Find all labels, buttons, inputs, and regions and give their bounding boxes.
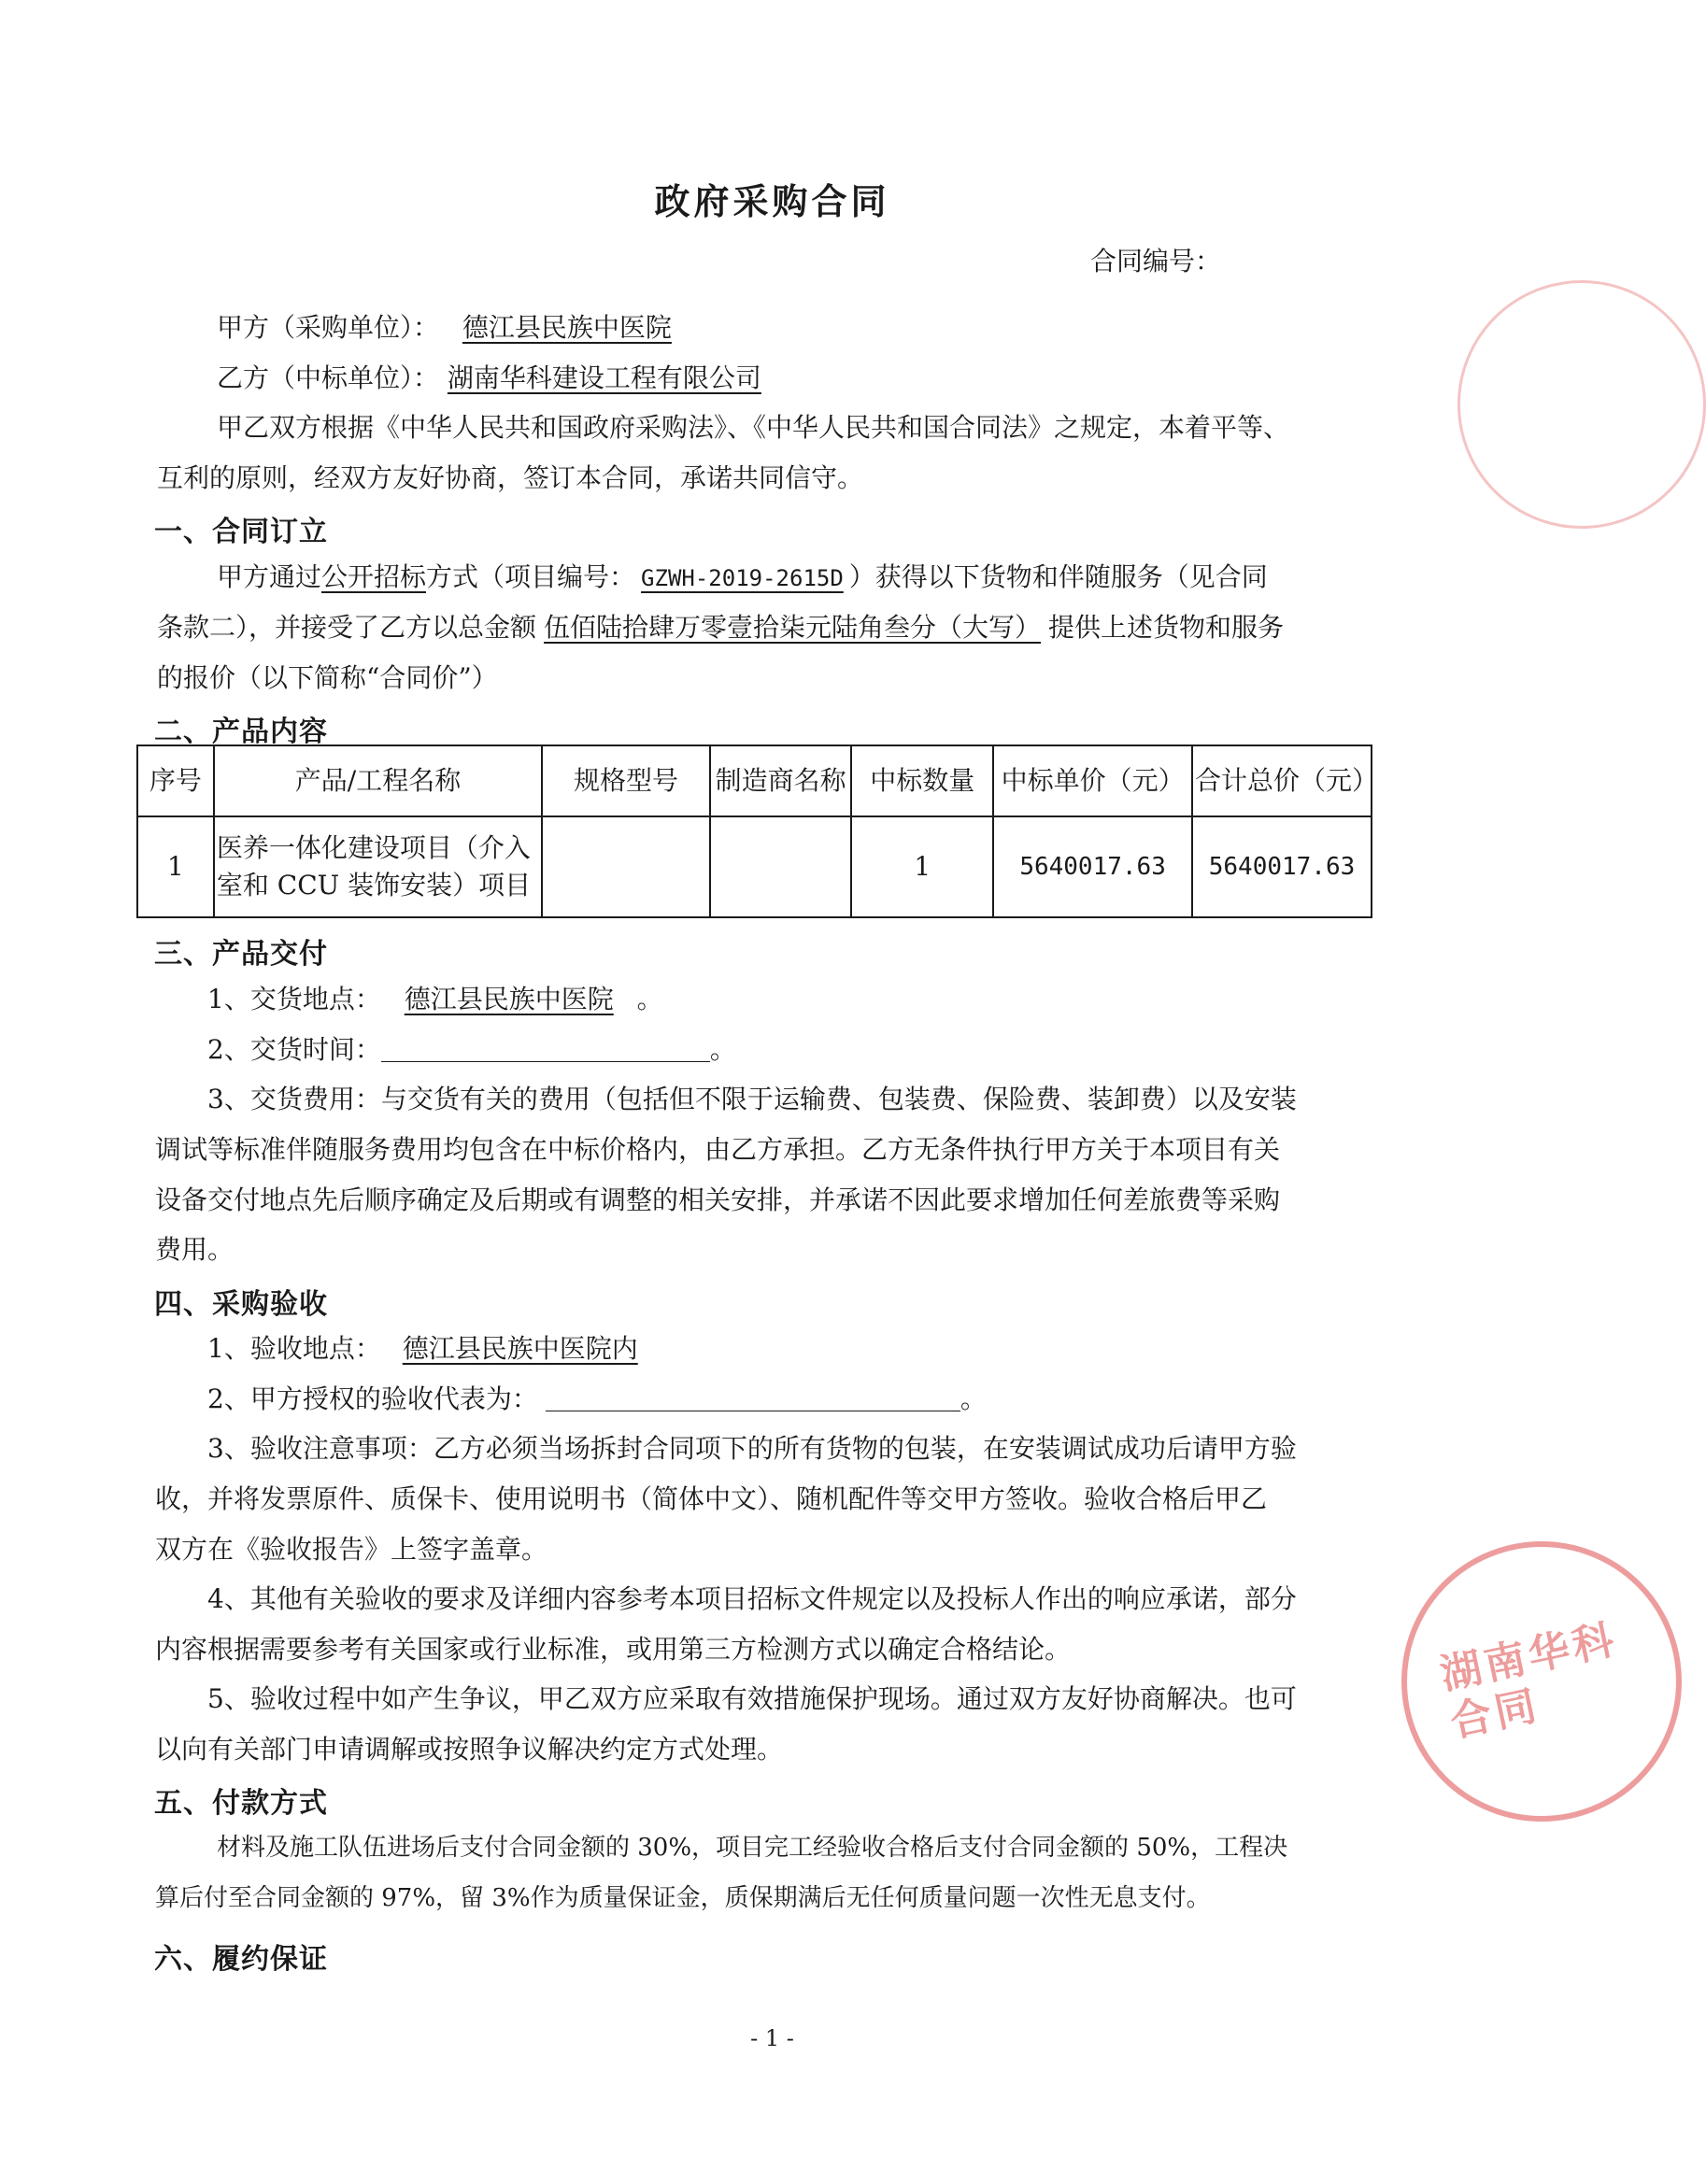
delivery-location-value: 德江县民族中医院 bbox=[404, 984, 614, 1014]
page-title: 政府采购合同 bbox=[654, 180, 890, 222]
section-1-paragraph-line-3: 的报价（以下简称“合同价”） bbox=[157, 662, 498, 693]
section-4-heading: 四、采购验收 bbox=[154, 1288, 328, 1321]
section-1-paragraph-line-1 bbox=[217, 559, 1268, 597]
table-row bbox=[137, 816, 1372, 917]
party-b bbox=[217, 360, 776, 397]
delivery-cost-line-4: 费用。 bbox=[155, 1234, 235, 1265]
table-header-cell: 规格型号 bbox=[542, 745, 710, 816]
project-number: GZWH-2019-2615D bbox=[641, 565, 844, 591]
unit-price-cell: 5640017.63 bbox=[993, 816, 1192, 917]
acceptance-location bbox=[207, 1330, 677, 1368]
page-number: - 1 - bbox=[750, 2025, 794, 2051]
payment-line-2: 算后付至合同金额的 97%，留 3%作为质量保证金，质保期满后无任何质量问题一次性无息支付。 bbox=[155, 1884, 1211, 1912]
section-3-heading: 三、产品交付 bbox=[154, 938, 328, 971]
acceptance-representative-label: 2、甲方授权的验收代表为： bbox=[207, 1383, 538, 1414]
party-b-value: 湖南华科建设工程有限公司 bbox=[447, 362, 761, 393]
text: ）获得以下货物和伴随服务（见合同 bbox=[848, 561, 1268, 592]
acceptance-notes-line-1: 3、验收注意事项：乙方必须当场拆封合同项下的所有货物的包装，在安装调试成功后请甲方验 bbox=[207, 1433, 1297, 1464]
delivery-cost-line-3: 设备交付地点先后顺序确定及后期或有调整的相关安排，并承诺不因此要求增加任何差旅费等采购 bbox=[155, 1184, 1281, 1215]
table-header-cell: 合计总价（元） bbox=[1192, 745, 1372, 816]
delivery-time-blank bbox=[381, 1037, 710, 1062]
section-5-heading: 五、付款方式 bbox=[154, 1787, 328, 1820]
text: 甲方通过 bbox=[217, 561, 322, 592]
company-seal-icon bbox=[1401, 1541, 1682, 1822]
acceptance-notes-line-3: 双方在《验收报告》上签字盖章。 bbox=[155, 1534, 548, 1565]
acceptance-other-line-2: 内容根据需要参考有关国家或行业标准，或用第三方检测方式以确定合格结论。 bbox=[155, 1634, 1072, 1665]
text: 方式（项目编号： bbox=[426, 561, 636, 592]
acceptance-representative-blank bbox=[546, 1386, 960, 1411]
hospital-seal-icon bbox=[1457, 280, 1706, 529]
product-name bbox=[214, 816, 542, 917]
party-b-label: 乙方（中标单位）： bbox=[217, 362, 440, 393]
contract-amount: 伍佰陆拾肆万零壹拾柒元陆角叁分（大写） bbox=[544, 612, 1042, 643]
text: 条款二），并接受了乙方以总金额 bbox=[157, 612, 537, 643]
text: 提供上述货物和服务 bbox=[1048, 612, 1285, 643]
text: 。 bbox=[636, 984, 663, 1014]
procurement-method: 公开招标 bbox=[321, 561, 427, 592]
intro-line-2: 互利的原则，经双方友好协商，签订本合同，承诺共同信守。 bbox=[157, 462, 864, 493]
acceptance-dispute-line-1: 5、验收过程中如产生争议，甲乙双方应采取有效措施保护现场。通过双方友好协商解决。也可 bbox=[207, 1683, 1297, 1714]
party-a-value: 德江县民族中医院 bbox=[462, 312, 672, 343]
payment-line-1: 材料及施工队伍进场后支付合同金额的 30%，项目完工经验收合格后支付合同金额的 50%，工程决 bbox=[217, 1834, 1288, 1862]
party-a bbox=[217, 309, 704, 347]
contract-number-label: 合同编号： bbox=[1090, 246, 1222, 277]
acceptance-notes-line-2: 收，并将发票原件、质保卡、使用说明书（简体中文）、随机配件等交甲方签收。验收合格后甲乙 bbox=[155, 1483, 1268, 1514]
intro-line-1: 甲乙双方根据《中华人民共和国政府采购法》、《中华人民共和国合同法》之规定，本着平等、 bbox=[217, 412, 1290, 443]
section-1-heading: 一、合同订立 bbox=[154, 516, 328, 548]
text: 。 bbox=[709, 1034, 736, 1065]
delivery-time-label: 2、交货时间： bbox=[207, 1034, 381, 1065]
product-name-line-2: 室和 CCU 装饰安装）项目 bbox=[216, 870, 532, 901]
section-1-paragraph-line-2 bbox=[157, 609, 1284, 646]
spec-cell bbox=[542, 816, 710, 917]
acceptance-location-label: 1、验收地点： bbox=[207, 1333, 381, 1364]
section-6-heading: 六、履约保证 bbox=[154, 1943, 328, 1976]
product-table bbox=[136, 745, 1379, 918]
delivery-cost-line-2: 调试等标准伴随服务费用均包含在中标价格内，由乙方承担。乙方无条件执行甲方关于本项目有关 bbox=[155, 1134, 1281, 1165]
delivery-location-label: 1、交货地点： bbox=[207, 984, 381, 1014]
row-number: 1 bbox=[137, 816, 214, 917]
table-header-cell: 序号 bbox=[137, 745, 214, 816]
quantity-cell: 1 bbox=[851, 816, 993, 917]
section-2-heading: 二、产品内容 bbox=[154, 716, 328, 748]
delivery-cost-line-1: 3、交货费用：与交货有关的费用（包括但不限于运输费、包装费、保险费、装卸费）以及安装 bbox=[207, 1084, 1297, 1114]
acceptance-other-line-1: 4、其他有关验收的要求及详细内容参考本项目招标文件规定以及投标人作出的响应承诺，部分 bbox=[207, 1583, 1297, 1614]
party-a-label: 甲方（采购单位）： bbox=[217, 312, 440, 343]
acceptance-location-value: 德江县民族中医院内 bbox=[402, 1333, 638, 1364]
acceptance-representative bbox=[207, 1381, 987, 1418]
table-header-row bbox=[137, 745, 1372, 816]
delivery-time bbox=[207, 1031, 736, 1069]
total-price-cell: 5640017.63 bbox=[1192, 816, 1372, 917]
acceptance-dispute-line-2: 以向有关部门申请调解或按照争议解决约定方式处理。 bbox=[155, 1734, 784, 1765]
product-name-line-1: 医养一体化建设项目（介入 bbox=[216, 832, 531, 863]
seal-text: 湖南华科 合同 bbox=[1436, 1615, 1622, 1747]
delivery-location bbox=[207, 981, 663, 1018]
table-header-cell: 制造商名称 bbox=[710, 745, 852, 816]
table-header-cell: 中标单价（元） bbox=[993, 745, 1192, 816]
table-header-cell: 中标数量 bbox=[851, 745, 993, 816]
maker-cell bbox=[710, 816, 852, 917]
text: 。 bbox=[960, 1383, 987, 1414]
table-header-cell: 产品/工程名称 bbox=[214, 745, 542, 816]
